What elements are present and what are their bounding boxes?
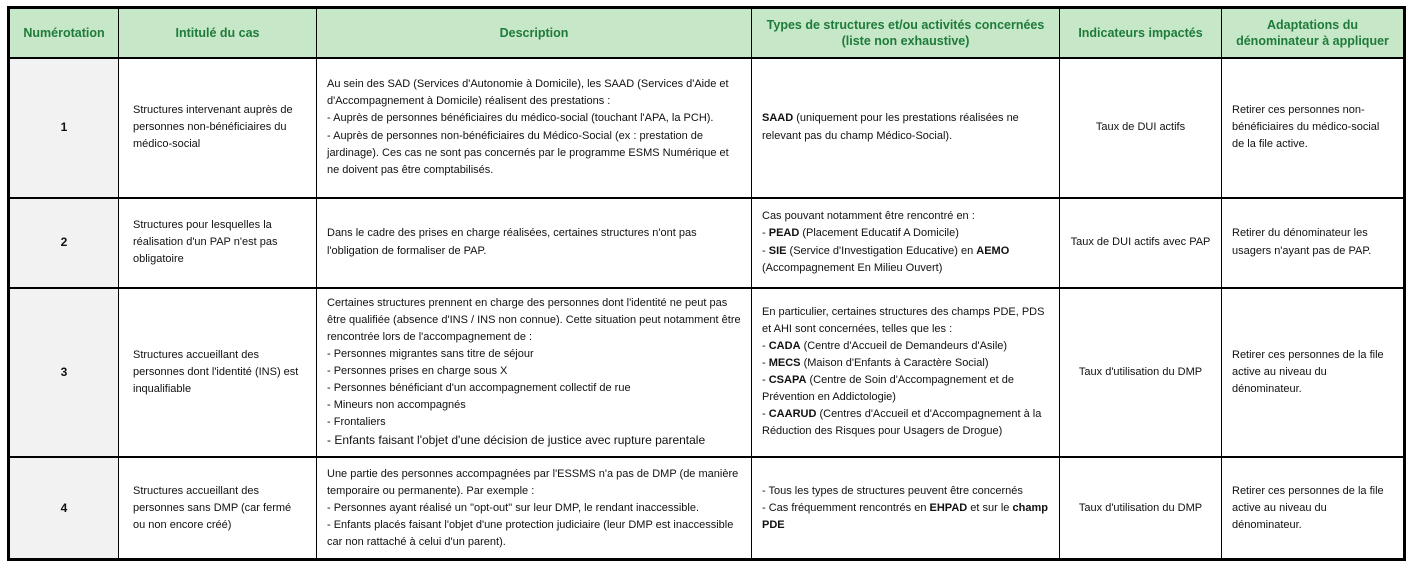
cell-numero: 2 [9, 198, 119, 288]
text-segment: - Cas fréquemment rencontrés en [762, 501, 930, 514]
text-segment: champ PDE [762, 501, 1048, 531]
text-segment: En particulier, certaines structures des champs PDE, PDS et AHI sont concernées, telles que les : [762, 306, 1045, 336]
text-segment: (Centre d'Accueil de Demandeurs d'Asile) [800, 340, 1008, 353]
cell-types [752, 457, 1060, 560]
table-row-4 [9, 457, 1405, 560]
col-header-types: Types de structures et/ou activités concernées (liste non exhaustive) [752, 8, 1060, 58]
text-segment: SIE [768, 244, 787, 257]
text-segment: - Tous les types de structures peuvent être concernés [762, 484, 1023, 497]
text-line [762, 304, 1049, 338]
text-segment: - [762, 244, 769, 257]
text-line [327, 76, 741, 110]
text-segment: - Personnes migrantes sans titre de séjour [327, 347, 534, 360]
text-segment: - Frontaliers [327, 415, 386, 428]
text-segment: PEAD [768, 227, 800, 240]
cell-indicateur: Taux de DUI actifs [1060, 58, 1222, 198]
text-segment: SAAD [762, 112, 794, 125]
table-row-1 [9, 58, 1405, 198]
table-row-2 [9, 198, 1405, 288]
text-segment: (Maison d'Enfants à Caractère Social) [800, 357, 989, 370]
cell-description [317, 58, 752, 198]
cell-numero: 1 [9, 58, 119, 198]
text-segment: - Enfants faisant l'objet d'une décision de justice avec rupture parentale [327, 432, 706, 447]
cell-types [752, 288, 1060, 457]
text-line [762, 110, 1049, 144]
text-line [762, 372, 1049, 406]
text-line [327, 431, 741, 450]
text-line [327, 110, 741, 127]
cell-numero: 4 [9, 457, 119, 560]
text-segment: EHPAD [929, 501, 968, 514]
text-segment: - Auprès de personnes non-bénéficiaires du Médico-Social (ex : prestation de jardinage). Ces cas ne sont pas concernés par le programme ESMS Numérique et ne doivent pas être comptabilisés. [327, 129, 729, 176]
text-line [327, 397, 741, 414]
text-line [762, 483, 1049, 500]
text-segment: CAARUD [768, 408, 817, 421]
col-header-numerotation: Numérotation [9, 8, 119, 58]
cell-adaptation: Retirer ces personnes de la file active au niveau du dénominateur. [1222, 288, 1405, 457]
cell-description [317, 198, 752, 288]
text-segment: (Accompagnement En Milieu Ouvert) [762, 261, 943, 274]
cell-adaptation: Retirer ces personnes non-bénéficiaires du médico-social de la file active. [1222, 58, 1405, 198]
text-segment: (Service d'Investigation Educative) en [786, 244, 977, 257]
text-segment: - Auprès de personnes bénéficiaires du médico-social (touchant l'APA, la PCH). [327, 112, 714, 125]
header-row [9, 8, 1405, 58]
col-header-adaptations: Adaptations du dénominateur à appliquer [1222, 8, 1405, 58]
col-header-intitule: Intitulé du cas [119, 8, 317, 58]
text-segment: - [762, 227, 769, 240]
cell-indicateur: Taux d'utilisation du DMP [1060, 457, 1222, 560]
text-segment: MECS [768, 357, 801, 370]
text-segment: (Centres d'Accueil et d'Accompagnement à la Réduction des Risques pour Usagers de Drogue) [762, 408, 1042, 438]
text-line [327, 128, 741, 179]
text-segment: CADA [768, 340, 801, 353]
cell-indicateur: Taux d'utilisation du DMP [1060, 288, 1222, 457]
text-segment: - Personnes ayant réalisé un "opt-out" sur leur DMP, le rendant inaccessible. [327, 501, 700, 514]
cell-indicateur: Taux de DUI actifs avec PAP [1060, 198, 1222, 288]
cases-table [7, 6, 1406, 561]
text-segment: et sur le [967, 501, 1013, 514]
col-header-indicateurs: Indicateurs impactés [1060, 8, 1222, 58]
text-line [762, 243, 1049, 277]
cell-numero: 3 [9, 288, 119, 457]
text-segment: - Personnes bénéficiant d'un accompagnement collectif de rue [327, 381, 631, 394]
cell-intitule: Structures accueillant des personnes dont l'identité (INS) est inqualifiable [119, 288, 317, 457]
text-line [762, 338, 1049, 355]
text-segment: - Mineurs non accompagnés [327, 398, 466, 411]
text-line [762, 225, 1049, 242]
text-line [762, 355, 1049, 372]
text-line [762, 500, 1049, 534]
text-segment: AEMO [976, 244, 1010, 257]
text-segment: - [762, 408, 769, 421]
cell-intitule: Structures intervenant auprès de personnes non-bénéficiaires du médico-social [119, 58, 317, 198]
text-segment: Certaines structures prennent en charge des personnes dont l'identité ne peut pas être qualifiée (absence d'INS / INS non connue). Cette situation peut notamment être rencontrée lors de l'accompagnement de : [327, 296, 741, 343]
text-segment: - [762, 357, 769, 370]
table-row-3 [9, 288, 1405, 457]
cell-intitule: Structures pour lesquelles la réalisation d'un PAP n'est pas obligatoire [119, 198, 317, 288]
col-header-description: Description [317, 8, 752, 58]
text-segment: Au sein des SAD (Services d'Autonomie à Domicile), les SAAD (Services d'Aide et d'Accompagnement à Domicile) réalisent des prestations : [327, 78, 729, 108]
text-segment: Cas pouvant notamment être rencontré en : [762, 210, 975, 223]
text-segment: (Centre de Soin d'Accompagnement et de Prévention en Addictologie) [762, 374, 1014, 404]
text-segment: (Placement Educatif A Domicile) [799, 227, 959, 240]
cell-description [317, 288, 752, 457]
text-line [762, 208, 1049, 225]
text-line [327, 380, 741, 397]
text-line [327, 466, 741, 500]
text-segment: - Enfants placés faisant l'objet d'une protection judiciaire (leur DMP est inaccessible car non rattaché à celui d'un parent). [327, 518, 734, 548]
text-segment: - Personnes prises en charge sous X [327, 364, 508, 377]
text-line [327, 363, 741, 380]
text-line [327, 225, 741, 259]
text-line [327, 346, 741, 363]
text-line [762, 406, 1049, 440]
text-segment: Dans le cadre des prises en charge réalisées, certaines structures n'ont pas l'obligation de formaliser de PAP. [327, 227, 697, 257]
text-line [327, 500, 741, 517]
cell-intitule: Structures accueillant des personnes sans DMP (car fermé ou non encore créé) [119, 457, 317, 560]
text-segment: Une partie des personnes accompagnées par l'ESSMS n'a pas de DMP (de manière temporaire ou permanente). Par exemple : [327, 467, 739, 497]
cell-types [752, 198, 1060, 288]
text-segment: - [762, 374, 769, 387]
cell-types [752, 58, 1060, 198]
cell-adaptation: Retirer ces personnes de la file active au niveau du dénominateur. [1222, 457, 1405, 560]
text-line [327, 414, 741, 431]
text-line [327, 295, 741, 346]
cell-adaptation: Retirer du dénominateur les usagers n'ayant pas de PAP. [1222, 198, 1405, 288]
cell-description [317, 457, 752, 560]
text-segment: CSAPA [768, 374, 807, 387]
text-line [327, 517, 741, 551]
text-segment: - [762, 340, 769, 353]
text-segment: (uniquement pour les prestations réalisées ne relevant pas du champ Médico-Social). [762, 112, 1019, 142]
